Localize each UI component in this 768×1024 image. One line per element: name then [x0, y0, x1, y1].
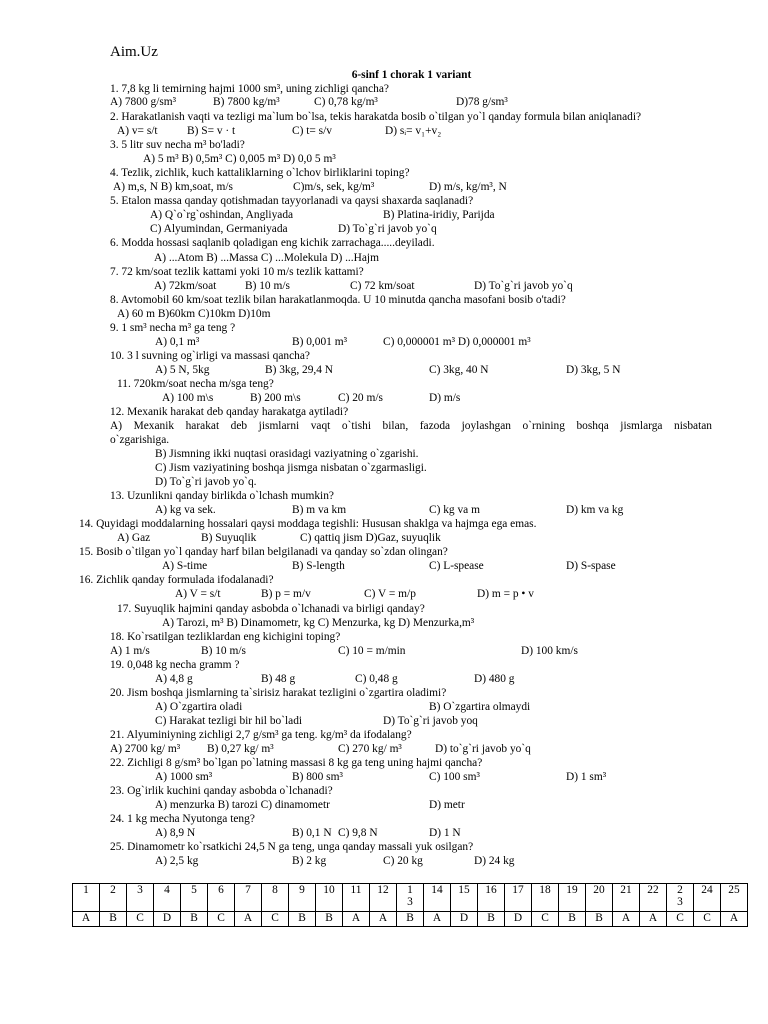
question-line: A) 1 m/s: [110, 645, 150, 657]
answer-key-table: [72, 883, 748, 927]
answer-key-number-cell: 1: [73, 884, 100, 912]
question-line: C) 72 km/soat: [350, 280, 415, 292]
question-line: C) 270 kg/ m³: [338, 743, 402, 755]
question-line: A) Q`o`rg`oshindan, Angliyada: [150, 209, 294, 221]
answer-key-answer-cell: B: [586, 912, 613, 927]
question-line: 20. Jism boshqa jismlarning ta`sirisiz harakat tezligini o`zgartira oladimi?: [110, 687, 447, 699]
question-line: 14. Quyidagi moddalarning hossalari qaysi moddaga tegishli: Hususan shaklga va hajmga ega emas.: [79, 518, 537, 530]
question-line: 17. Suyuqlik hajmini qanday asbobda o`lchanadi va birligi qanday?: [117, 603, 425, 615]
answer-key-answer-cell: A: [370, 912, 397, 927]
answer-key-answer-cell: B: [289, 912, 316, 927]
question-line: B) 48 g: [261, 673, 296, 685]
question-line: A) O`zgartira oladi: [155, 701, 243, 713]
answer-key-number-cell: 24: [694, 884, 721, 912]
question-line: C) 0,48 g: [355, 673, 398, 685]
question-line: 5. Etalon massa qanday qotishmadan tayyorlanadi va qaysi shaxarda saqlanadi?: [110, 195, 474, 207]
answer-key-answer-cell: A: [424, 912, 451, 927]
question-line: 18. Ko`rsatilgan tezliklardan eng kichigini toping?: [110, 631, 341, 643]
question-line: C) Jism vaziyatining boshqa jismga nisbatan o`zgarmasligi.: [155, 462, 427, 474]
question-line: B) 200 m\s: [250, 392, 301, 404]
question-line: A) Mexanik harakat deb jismlarni vaqt o`tishi bilan, fazoda joylashgan o`rnining boshqa jismlarga nisbatan: [110, 420, 712, 432]
question-line: A) Gaz: [117, 532, 151, 544]
question-line: C) Alyumindan, Germaniyada: [150, 223, 288, 235]
answer-key-answer-cell: B: [559, 912, 586, 927]
question-line: 24. 1 kg mecha Nyutonga teng?: [110, 813, 255, 825]
answer-key-answer-cell: A: [235, 912, 262, 927]
answer-key-answer-cell: B: [100, 912, 127, 927]
answer-key-answer-cell: A: [613, 912, 640, 927]
question-line: D) metr: [429, 799, 465, 811]
question-line: A) 5 m³ B) 0,5m³ C) 0,005 m³ D) 0,0 5 m³: [143, 153, 336, 165]
question-line: A) 72km/soat: [154, 280, 217, 292]
question-line: B) 10 m/s: [245, 280, 290, 292]
answer-key-answer-cell: B: [478, 912, 505, 927]
question-line: A) Tarozi, m³ B) Dinamometr, kg C) Menzurka, kg D) Menzurka,m³: [162, 617, 475, 629]
question-line: 12. Mexanik harakat deb qanday harakatga aytiladi?: [110, 406, 349, 418]
answer-key-answer-cell: A: [73, 912, 100, 927]
answer-key-answer-cell: A: [721, 912, 748, 927]
answer-key-number-cell: 3: [127, 884, 154, 912]
question-line: D) 1 sm³: [566, 771, 607, 783]
question-line: D) 3kg, 5 N: [566, 364, 621, 376]
question-line: 9. 1 sm³ necha m³ ga teng ?: [110, 322, 236, 334]
question-line: 2. Harakatlanish vaqti va tezligi ma`lum bo`lsa, tekis harakatda bosib o`tilgan yo`l qanday formula bilan aniqlanadi?: [110, 111, 642, 123]
answer-key-number-cell: 9: [289, 884, 316, 912]
question-line: 6. Modda hossasi saqlanib qoladigan eng kichik zarrachaga.....deyiladi.: [110, 237, 435, 249]
question-line: A) menzurka B) tarozi C) dinamometr: [155, 799, 330, 811]
question-line: C) 20 kg: [383, 855, 423, 867]
question-line: 3. 5 litr suv necha m³ bo'ladi?: [110, 139, 245, 151]
question-line: B) Jismning ikki nuqtasi orasidagi vaziyatning o`zgarishi.: [155, 448, 419, 460]
question-line: A) 8,9 N: [155, 827, 196, 839]
answer-key-number-cell: 4: [154, 884, 181, 912]
question-line: A) 5 N, 5kg: [155, 364, 210, 376]
question-line: 4. Tezlik, zichlik, kuch kattaliklarning o`lchov birliklarini toping?: [110, 167, 410, 179]
question-line: D) 24 kg: [474, 855, 515, 867]
question-line: B) m va km: [292, 504, 347, 516]
question-line: A) ...Atom B) ...Massa C) ...Molekula D) ...Hajm: [154, 252, 379, 264]
question-line: A) 1000 sm³: [155, 771, 213, 783]
question-line: C) V = m/p: [364, 588, 416, 600]
answer-key-number-cell: 1 3: [397, 884, 424, 912]
question-line: C) 100 sm³: [429, 771, 480, 783]
answer-key-number-cell: 21: [613, 884, 640, 912]
answer-key-number-cell: 2: [100, 884, 127, 912]
question-line: A) m,s, N B) km,soat, m/s: [113, 181, 233, 193]
question-line: D)78 g/sm³: [456, 96, 508, 108]
answer-key-answer-cell: B: [181, 912, 208, 927]
question-line: D) 480 g: [474, 673, 515, 685]
question-line: 23. Og`irlik kuchini qanday asbobda o`lchanadi?: [110, 785, 333, 797]
question-line: B) 7800 kg/m³: [213, 96, 280, 108]
question-line: C)m/s, sek, kg/m³: [293, 181, 375, 193]
answer-key-number-cell: 2 3: [667, 884, 694, 912]
question-line: B) S= v · t: [187, 125, 236, 137]
answer-key-number-cell: 5: [181, 884, 208, 912]
question-line: C) 0,78 kg/m³: [314, 96, 378, 108]
answer-key-number-cell: 14: [424, 884, 451, 912]
question-line: A) 2700 kg/ m³: [110, 743, 181, 755]
answer-key-answers-row: [73, 912, 748, 927]
question-line: B) 0,27 kg/ m³: [207, 743, 274, 755]
answer-key-answer-cell: A: [343, 912, 370, 927]
question-line: 10. 3 l suvning og`irligi va massasi qancha?: [110, 350, 310, 362]
question-line: A) kg va sek.: [155, 504, 216, 516]
question-line: D) to`g`ri javob yo`q: [435, 743, 531, 755]
question-line: D) m = p • v: [477, 588, 534, 600]
question-line: B) 10 m/s: [201, 645, 246, 657]
answer-key-number-cell: 12: [370, 884, 397, 912]
question-line: D) 1 N: [429, 827, 461, 839]
answer-key-answer-cell: D: [451, 912, 478, 927]
question-line: 11. 720km/soat necha m/sga teng?: [117, 378, 274, 390]
question-line: B) 3kg, 29,4 N: [265, 364, 334, 376]
question-line: 8. Avtomobil 60 km/soat tezlik bilan harakatlanmoqda. U 10 minutda qancha masofani bosib o'tadi?: [110, 294, 566, 306]
answer-key-answer-cell: C: [694, 912, 721, 927]
question-line: C) Harakat tezligi bir hil bo`ladi: [155, 715, 303, 727]
answer-key-answer-cell: C: [667, 912, 694, 927]
answer-key-answer-cell: C: [262, 912, 289, 927]
question-line: A) 7800 g/sm³: [110, 96, 177, 108]
question-line: D) sᵢ= v₁+v₂: [385, 125, 442, 137]
question-line: C) 3kg, 40 N: [429, 364, 489, 376]
answer-key-number-cell: 8: [262, 884, 289, 912]
answer-key-number-cell: 18: [532, 884, 559, 912]
answer-key-answer-cell: C: [127, 912, 154, 927]
site-name: Aim.Uz: [110, 44, 158, 60]
answer-key-number-cell: 25: [721, 884, 748, 912]
question-line: D) To`g`ri javob yoq: [383, 715, 478, 727]
answer-key-number-cell: 6: [208, 884, 235, 912]
question-line: A) 4,8 g: [155, 673, 193, 685]
question-line: B) p = m/v: [261, 588, 311, 600]
question-line: C) 9,8 N: [338, 827, 378, 839]
question-line: 22. Zichligi 8 g/sm³ bo`lgan po`latning massasi 8 kg ga teng uning hajmi qancha?: [110, 757, 483, 769]
question-line: C) qattiq jism D)Gaz, suyuqlik: [300, 532, 441, 544]
question-line: 7. 72 km/soat tezlik kattami yoki 10 m/s tezlik kattami?: [110, 266, 364, 278]
question-line: B) 0,1 N: [292, 827, 332, 839]
question-line: B) S-length: [292, 560, 345, 572]
answer-key-answer-cell: B: [316, 912, 343, 927]
answer-key-number-cell: 22: [640, 884, 667, 912]
question-line: D) m/s, kg/m³, N: [429, 181, 507, 193]
question-line: C) 0,000001 m³ D) 0,000001 m³: [383, 336, 531, 348]
question-line: B) Platina-iridiy, Parijda: [383, 209, 495, 221]
page-title: 6-sinf 1 chorak 1 variant: [351, 69, 472, 81]
question-line: A) 2,5 kg: [155, 855, 199, 867]
question-line: A) S-time: [162, 560, 208, 572]
question-line: 19. 0,048 kg necha gramm ?: [110, 659, 240, 671]
question-line: D) 100 km/s: [521, 645, 578, 657]
question-line: 13. Uzunlikni qanday birlikda o`lchash mumkin?: [110, 490, 334, 502]
question-line: A) 60 m B)60km C)10km D)10m: [117, 308, 271, 320]
question-line: 16. Zichlik qanday formulada ifodalanadi?: [79, 574, 274, 586]
answer-key-number-cell: 17: [505, 884, 532, 912]
answer-key-number-cell: 7: [235, 884, 262, 912]
question-line: A) 0,1 m³: [155, 336, 200, 348]
question-line: 21. Alyuminiyning zichligi 2,7 g/sm³ ga teng. kg/m³ da ifodalang?: [110, 729, 412, 741]
question-line: 25. Dinamometr ko`rsatkichi 24,5 N ga teng, unga qanday massali yuk osilgan?: [110, 841, 474, 853]
answer-key-number-cell: 15: [451, 884, 478, 912]
question-line: D) m/s: [429, 392, 461, 404]
question-line: C) 10 = m/min: [338, 645, 406, 657]
answer-key-number-cell: 19: [559, 884, 586, 912]
question-line: 1. 7,8 kg li temirning hajmi 1000 sm³, uning zichligi qancha?: [110, 83, 389, 95]
question-line: 15. Bosib o`tilgan yo`l qanday harf bilan belgilanadi va qanday so`zdan olingan?: [79, 546, 448, 558]
answer-key-answer-cell: C: [208, 912, 235, 927]
answer-key-answer-cell: A: [640, 912, 667, 927]
question-line: D) km va kg: [566, 504, 624, 516]
answer-key-answer-cell: D: [154, 912, 181, 927]
answer-key-number-cell: 20: [586, 884, 613, 912]
question-line: B) O`zgartira olmaydi: [429, 701, 531, 713]
answer-key-number-cell: 10: [316, 884, 343, 912]
question-line: o`zgarishiga.: [110, 434, 170, 446]
question-line: D) To`g`ri javob yo`q: [474, 280, 573, 292]
question-line: D) To`g`ri javob yo`q: [338, 223, 437, 235]
question-line: C) 20 m/s: [338, 392, 383, 404]
question-line: B) 0,001 m³: [292, 336, 347, 348]
question-line: D) To`g`ri javob yo`q.: [155, 476, 257, 488]
question-line: D) S-spase: [566, 560, 616, 572]
question-line: A) v= s/t: [117, 125, 158, 137]
answer-key-answer-cell: D: [505, 912, 532, 927]
question-line: B) 800 sm³: [292, 771, 343, 783]
question-line: C) L-spease: [429, 560, 484, 572]
answer-key-number-cell: 16: [478, 884, 505, 912]
answer-key-number-cell: 11: [343, 884, 370, 912]
question-line: C) kg va m: [429, 504, 480, 516]
answer-key-numbers-row: [73, 884, 748, 912]
question-line: B) 2 kg: [292, 855, 327, 867]
answer-key-answer-cell: C: [532, 912, 559, 927]
question-line: C) t= s/v: [292, 125, 332, 137]
question-line: A) 100 m\s: [162, 392, 214, 404]
answer-key-answer-cell: B: [397, 912, 424, 927]
question-line: A) V = s/t: [175, 588, 221, 600]
question-line: B) Suyuqlik: [201, 532, 257, 544]
